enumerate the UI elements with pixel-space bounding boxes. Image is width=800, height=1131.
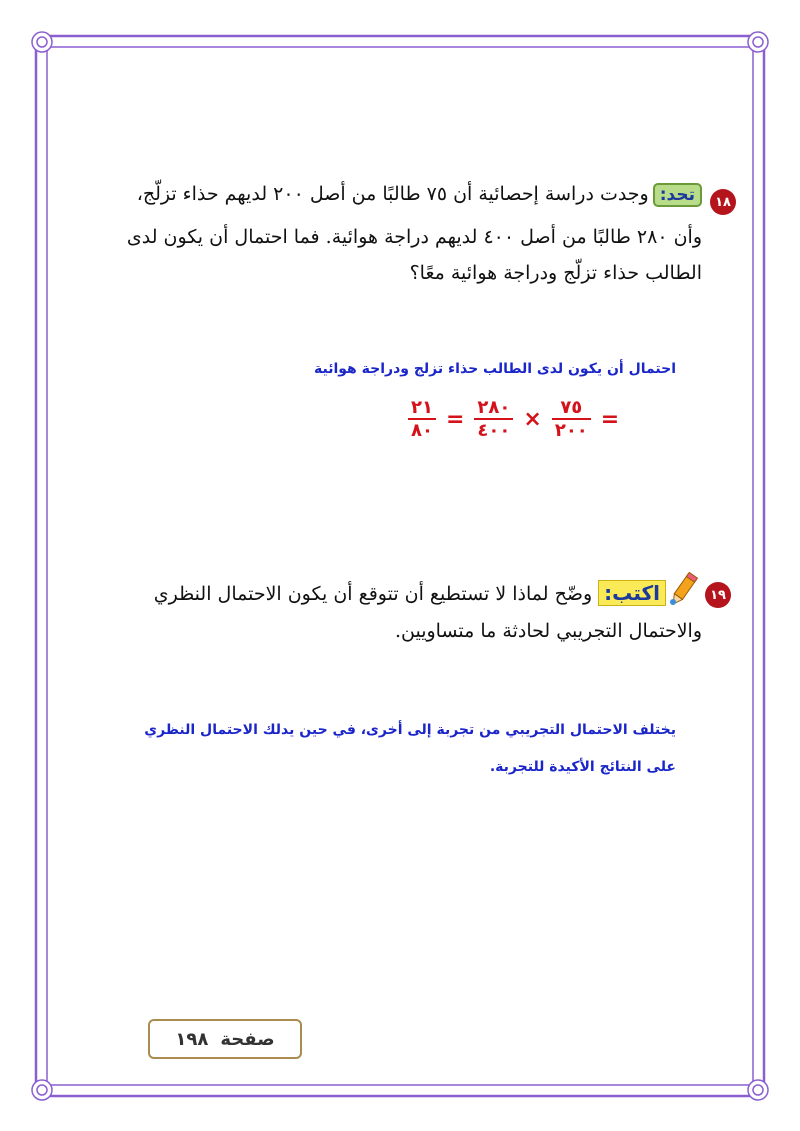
skates-denominator: ٢٠٠ xyxy=(554,420,588,441)
bicycle-fraction xyxy=(474,397,513,441)
challenge-badge: تحد: xyxy=(653,183,702,207)
question-18-line-2: وأن ٢٨٠ طالبًا من أصل ٤٠٠ لديهم دراجة هوائية. فما احتمال أن يكون لدى xyxy=(126,226,702,248)
question-19-line-2: والاحتمال التجريبي لحادثة ما متساويين. xyxy=(394,620,702,642)
answer-18-label: احتمال أن يكون لدى الطالب حذاء تزلج ودراجة هوائية xyxy=(314,361,676,377)
answer-19-line-1: يختلف الاحتمال التجريبي من تجربة إلى أخرى، في حين يدلك الاحتمال النظري xyxy=(144,722,676,738)
equals-sign: = xyxy=(445,406,465,432)
question-18-line-1 xyxy=(137,183,702,207)
question-19-line-1 xyxy=(154,580,666,606)
result-denominator: ٨٠ xyxy=(411,420,433,441)
question-18 xyxy=(100,183,702,303)
page-number-box xyxy=(148,1019,302,1059)
equals-sign-lead: = xyxy=(600,406,620,432)
question-19-text-1: وضّح لماذا لا تستطيع أن تتوقع أن يكون الاحتمال النظري xyxy=(153,583,593,605)
answer-19-line-2: على النتائج الأكيدة للتجربة. xyxy=(489,759,676,775)
answer-18-equation xyxy=(404,397,625,441)
pencil-icon xyxy=(666,570,700,610)
bicycle-numerator: ٢٨٠ xyxy=(477,397,511,418)
skates-numerator: ٧٥ xyxy=(560,397,583,418)
page-number: ١٩٨ xyxy=(175,1028,209,1050)
question-number-19: ١٩ xyxy=(705,582,731,608)
question-18-line-3: الطالب حذاء تزلّج ودراجة هوائية معًا؟ xyxy=(409,262,702,284)
question-18-text-1: وجدت دراسة إحصائية أن ٧٥ طالبًا من أصل ٢٠٠ لديهم حذاء تزلّج، xyxy=(136,183,649,205)
result-numerator: ٢١ xyxy=(411,397,433,418)
times-sign: × xyxy=(523,406,542,432)
bicycle-denominator: ٤٠٠ xyxy=(477,420,511,441)
question-19-line-2-wrap xyxy=(100,620,702,660)
question-number-18: ١٨ xyxy=(710,189,736,215)
skates-fraction xyxy=(552,397,591,441)
page-word: صفحة xyxy=(220,1028,275,1050)
result-fraction xyxy=(408,397,436,441)
write-badge: اكتب: xyxy=(598,580,666,606)
